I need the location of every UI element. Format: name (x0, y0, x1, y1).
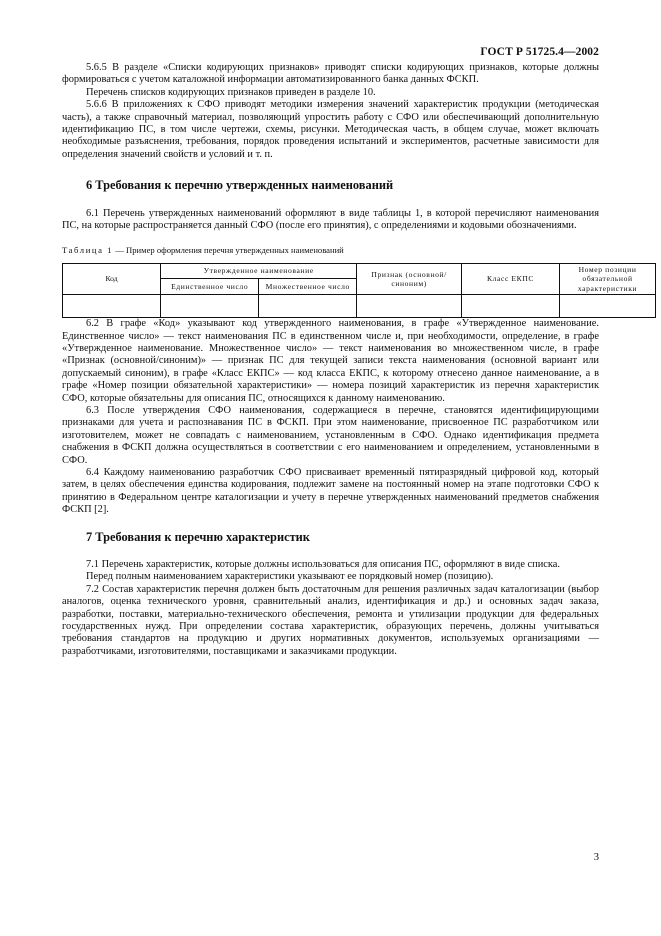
section-6-heading: 6 Требования к перечню утвержденных наименований (86, 178, 394, 193)
table-cell (63, 295, 161, 318)
table-cell (461, 295, 559, 318)
table-cell (259, 295, 357, 318)
table-caption-text: — Пример оформления перечня утвержденных наименований (113, 245, 344, 256)
table-1-caption (62, 244, 599, 256)
header-approved-name: Утвержденное наименование (161, 263, 357, 279)
paragraph-7-2: 7.2 Состав характеристик перечня должен быть достаточным для решения различных задач каталогизации (выбор аналогов, оценка технического уровня, сравнительный анализ, идентификация и др.) и основных задач заказа, разработки, поставки, материально-технического обеспечения, ремонта и утилизации продукции для федеральных государственных нужд. При определении состава характеристик, образующих перечень, должны учитываться требования стандартов на продукцию и других нормативных документов, используемых организациями — разработчиками, изготовителями, поставщиками и заказчиками продукции. (62, 583, 599, 657)
paragraph-5-6-5-note: Перечень списков кодирующих признаков приведен в разделе 10. (86, 86, 376, 98)
paragraph-7-1-note: Перед полным наименованием характеристики указывают ее порядковый номер (позицию). (86, 571, 494, 583)
table-row (63, 295, 656, 318)
header-attribute: Признак (основной/синоним) (357, 263, 462, 294)
document-code: ГОСТ Р 51725.4—2002 (480, 46, 599, 58)
paragraph-6-4: 6.4 Каждому наименованию разработчик СФО присваивает временный пятиразрядный цифровой код, который затем, в целях обеспечения единства кодирования, подлежит замене на постоянный номер на этапе подготовки СФО к принятию в Федеральном центре каталогизации и учету в перечне утвержденных наименований предметов снабжения ФСКП [2]. (62, 466, 599, 516)
page-content (62, 62, 638, 658)
page-number: 3 (593, 852, 599, 863)
header-position-number: Номер позиции обязательной характеристики (560, 263, 656, 294)
table-approved-names (62, 263, 656, 318)
paragraph-6-1: 6.1 Перечень утвержденных наименований оформляют в виде таблицы 1, в которой перечисляют наименования ПС, на которые распространяется данный СФО (после его принятия), с определениями и кодовыми обозначениями. (62, 207, 599, 232)
section-7-heading: 7 Требования к перечню характеристик (86, 529, 310, 544)
paragraph-5-6-6: 5.6.6 В приложениях к СФО приводят методики измерения значений характеристик продукции (методическая часть), а также справочный материал, позволяющий упростить работу с СФО или обеспечивающий дополнительную идентификацию ПС, в том числе чертежи, схемы, рисунки. Методическая часть, в общем случае, может включать необходимые разъяснения, требования, порядок проведения испытаний и экспериментов, расчетные зависимости для определения значений свойств и условий и т. п. (62, 99, 599, 160)
header-ekps-class: Класс ЕКПС (461, 263, 559, 294)
paragraph-6-2: 6.2 В графе «Код» указывают код утвержденного наименования, в графе «Утвержденное наименование. Единственное число» — текст наименования ПС в единственном числе и, при необходимости, определение, в графе «Утвержденное наименование. Множественное число» — текст наименования во множественном числе, в графе «Признак (основной/синоним)» — признак ПС для текущей записи текста наименования (основной вариант или допускаемый синоним), в графе «Класс ЕКПС» — код класса ЕКПС, к которому отнесено данное наименование, а в графе «Номер позиции обязательной характеристики» — номера позиций характеристик из перечня характеристик СФО, которые обязательны для описания ПС, относящихся к данному наименованию. (62, 318, 599, 404)
header-code: Код (63, 263, 161, 294)
header-singular: Единственное число (161, 279, 259, 295)
table-cell (357, 295, 462, 318)
paragraph-5-6-5: 5.6.5 В разделе «Списки кодирующих признаков» приводят списки кодирующих признаков, которые должны формироваться с учетом каталожной информации автоматизированного банка данных ФСКП. (62, 62, 599, 86)
header-plural: Множественное число (259, 279, 357, 295)
table-cell (560, 295, 656, 318)
table-cell (161, 295, 259, 318)
paragraph-7-1: 7.1 Перечень характеристик, которые должны использоваться для описания ПС, оформляют в виде списка. (86, 559, 561, 570)
paragraph-6-3: 6.3 После утверждения СФО наименования, содержащиеся в перечне, становятся идентифицирующими признаками для учета и распознавания ПС в ФСКП. При этом наименование, присвоенное ПС разработчиком или изготовителем, может не совпадать с наименованием, установленным в СФО. Однако идентификация предмета снабжения в ФСКП должна осуществляться в соответствии с его наименованием и определением, установленными в СФО. (62, 404, 599, 466)
table-caption-label: Таблица 1 (62, 245, 114, 256)
